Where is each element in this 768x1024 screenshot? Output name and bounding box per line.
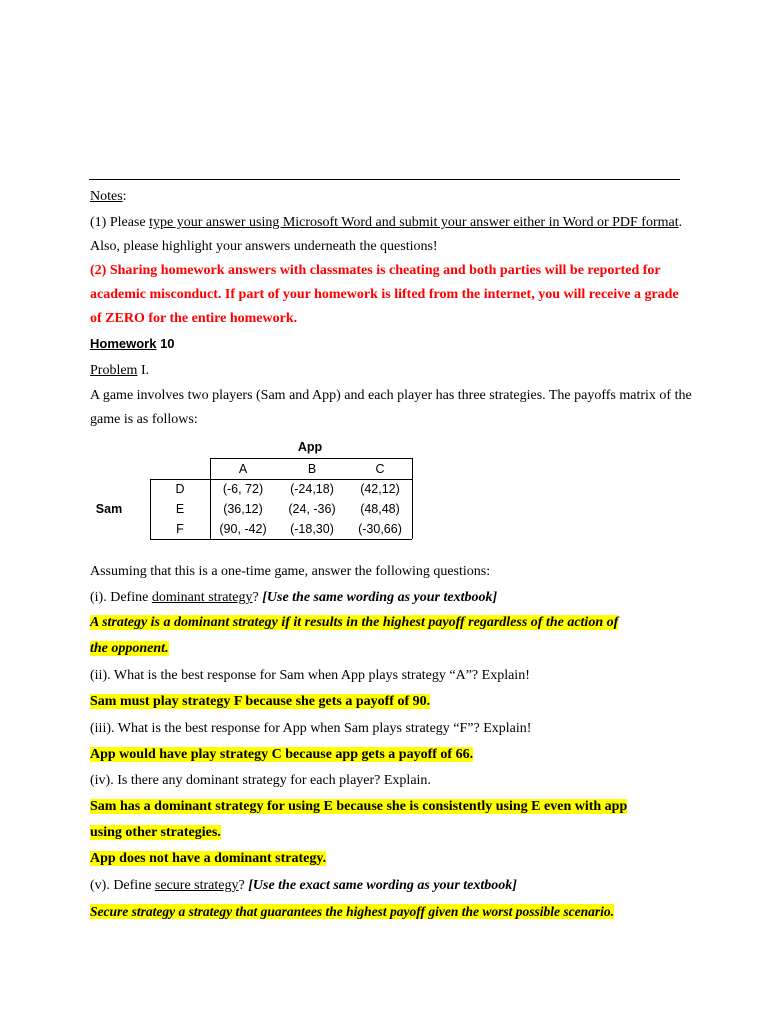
question-1: (i). Define dominant strategy? [Use the same wording as your textbook] [90, 590, 498, 605]
notes-heading-line: Notes: [90, 189, 127, 204]
column-header: B [307, 462, 317, 476]
payoff-cell: (42,12) [360, 482, 400, 496]
table-border [412, 458, 413, 539]
column-player-label: App [297, 440, 323, 454]
column-header: C [375, 462, 385, 476]
problem-heading: Problem I. [90, 363, 150, 378]
answer-3: App would have play strategy C because app gets a payoff of 66. [90, 747, 474, 762]
row-label: F [176, 522, 184, 536]
answer-4-line-3: App does not have a dominant strategy. [90, 851, 327, 866]
answer-1-line-2: the opponent. [90, 641, 169, 656]
assumption-text: Assuming that this is a one-time game, answer the following questions: [90, 564, 491, 579]
column-header: A [238, 462, 248, 476]
table-border [210, 458, 412, 459]
table-border [210, 458, 211, 539]
row-label: E [175, 502, 185, 516]
problem-intro-1: A game involves two players (Sam and App) and each player has three strategies. The payoffs matrix of the [90, 388, 692, 403]
table-border [150, 539, 412, 540]
row-label: D [175, 482, 185, 496]
payoff-cell: (90, -42) [219, 522, 267, 536]
question-3: (iii). What is the best response for App when Sam plays strategy “F”? Explain! [90, 721, 532, 736]
answer-1-line-1: A strategy is a dominant strategy if it results in the highest payoff regardless of the action of [90, 615, 619, 630]
answer-2: Sam must play strategy F because she gets a payoff of 90. [90, 694, 431, 709]
answer-4-line-2: using other strategies. [90, 825, 221, 840]
payoff-cell: (-6, 72) [222, 482, 264, 496]
answer-4-line-1: Sam has a dominant strategy for using E because she is consistently using E even with app [90, 799, 628, 814]
table-border [150, 479, 151, 539]
question-4: (iv). Is there any dominant strategy for each player? Explain. [90, 773, 431, 788]
payoff-cell: (-30,66) [358, 522, 402, 536]
payoff-cell: (36,12) [223, 502, 263, 516]
payoff-cell: (-24,18) [290, 482, 334, 496]
payoff-cell: (48,48) [360, 502, 400, 516]
problem-intro-2: game is as follows: [90, 412, 198, 427]
notes-line-2: Also, please highlight your answers underneath the questions! [90, 239, 438, 254]
homework-heading: Homework 10 [90, 336, 175, 351]
question-2: (ii). What is the best response for Sam when App plays strategy “A”? Explain! [90, 668, 530, 683]
question-5: (v). Define secure strategy? [Use the exact same wording as your textbook] [90, 878, 517, 893]
payoff-cell: (24, -36) [288, 502, 336, 516]
notes-line-1: (1) Please type your answer using Microsoft Word and submit your answer either in Word or PDF format. [90, 215, 683, 230]
notes-heading: Notes [90, 189, 123, 204]
notes-warning-3: of ZERO for the entire homework. [90, 311, 298, 326]
table-border [150, 479, 412, 480]
notes-warning-1: (2) Sharing homework answers with classmates is cheating and both parties will be reported for [90, 263, 661, 278]
row-player-label: Sam [95, 502, 123, 516]
payoff-cell: (-18,30) [290, 522, 334, 536]
answer-5: Secure strategy a strategy that guarantees the highest payoff given the worst possible scenario. [90, 904, 615, 919]
notes-warning-2: academic misconduct. If part of your homework is lifted from the internet, you will receive a grade [90, 287, 679, 302]
